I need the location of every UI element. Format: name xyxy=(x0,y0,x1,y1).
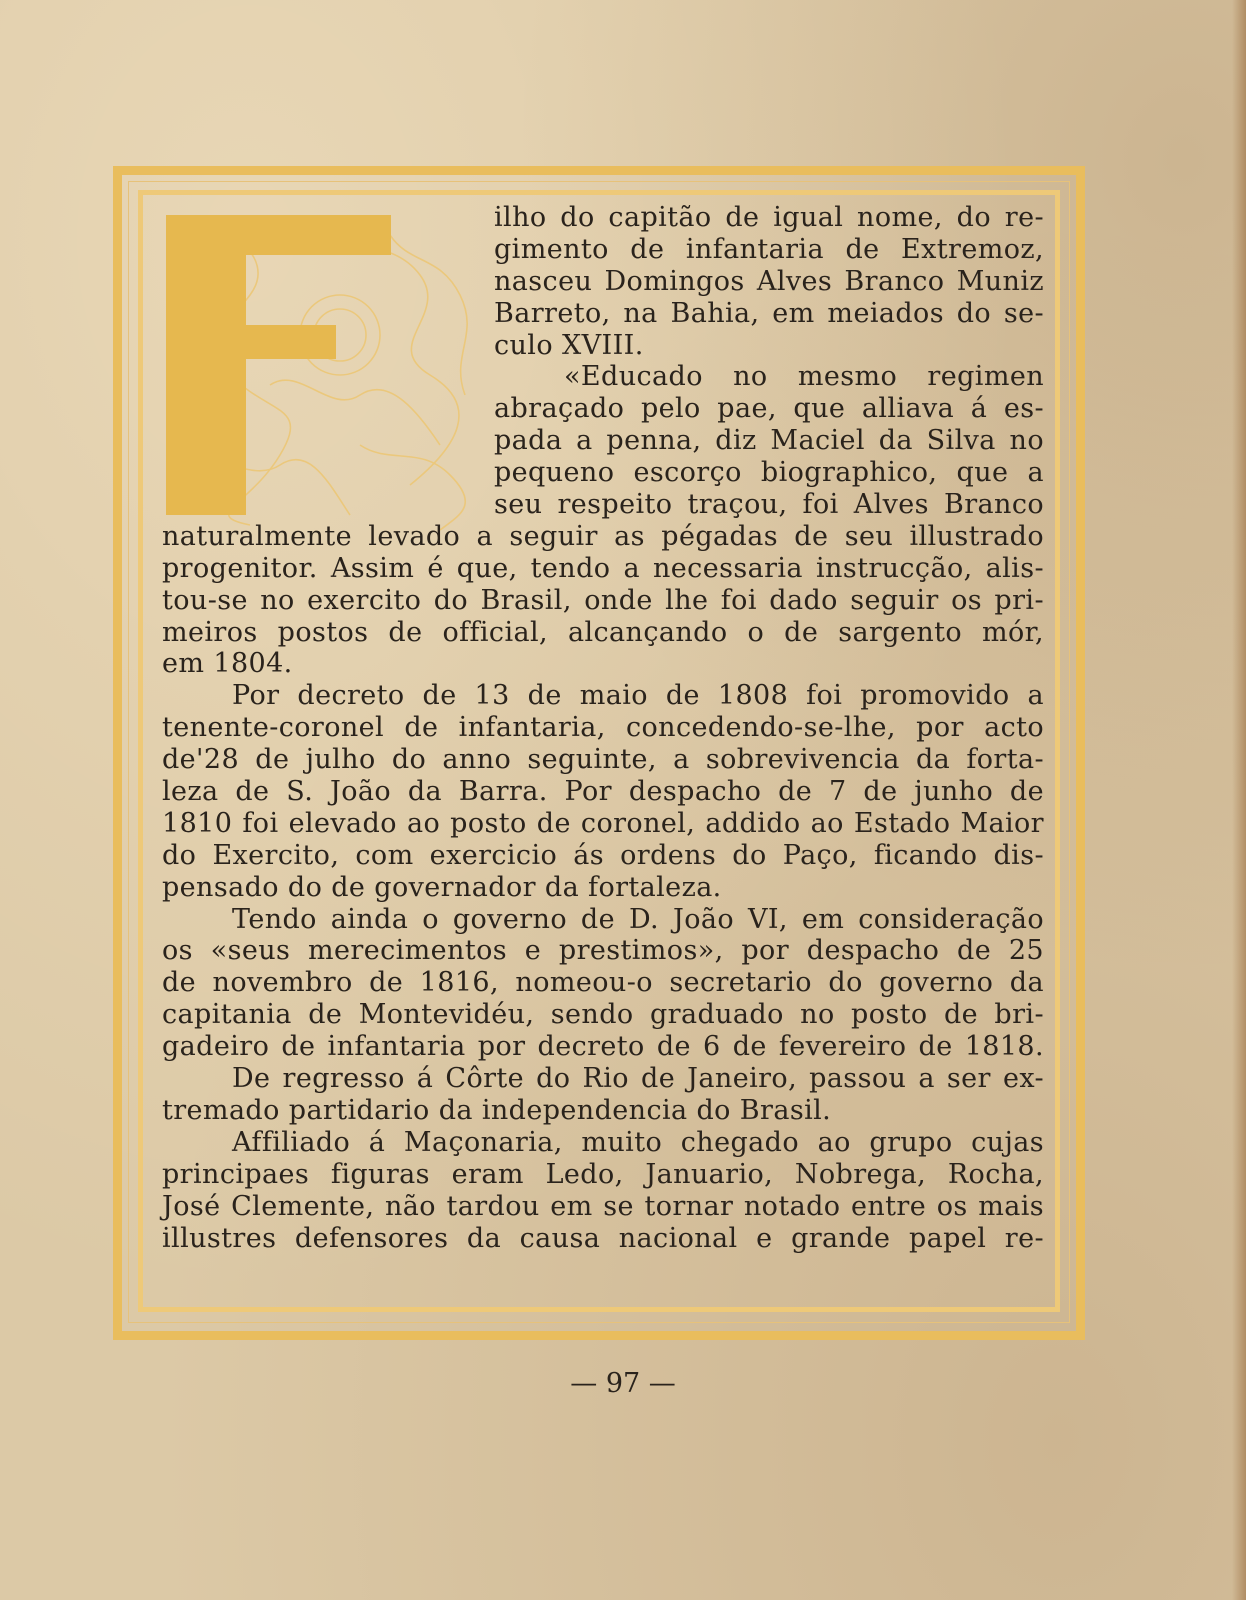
text-line: abraçado pelo pae, que alliava á es- xyxy=(494,393,1044,425)
text-line: em 1804. xyxy=(162,648,293,680)
text-line: de'28 de julho do anno seguinte, a sobrevivencia da forta- xyxy=(162,744,1044,776)
text-line: 1810 foi elevado ao posto de coronel, addido ao Estado Maior xyxy=(162,807,1044,839)
text-line: Por decreto de 13 de maio de 1808 foi promovido a xyxy=(232,680,1044,712)
text-line: do Exercito, com exercicio ás ordens do Paço, ficando dis- xyxy=(162,839,1044,871)
text-line: «Educado no mesmo regimen xyxy=(564,361,1044,393)
text-line: illustres defensores da causa nacional e grande papel re- xyxy=(162,1222,1044,1254)
text-line: Barreto, na Bahia, em meiados do se- xyxy=(494,297,1044,329)
page-edge-shadow xyxy=(1232,0,1246,1600)
text-line: De regresso á Côrte do Rio de Janeiro, passou a ser ex- xyxy=(232,1063,1044,1095)
text-line: gadeiro de infantaria por decreto de 6 de fevereiro de 1818. xyxy=(162,1031,1044,1063)
text-line: meiros postos de official, alcançando o de sargento mór, xyxy=(162,616,1044,648)
body-text xyxy=(162,202,1044,1254)
text-line: leza de S. João da Barra. Por despacho de 7 de junho de xyxy=(162,776,1044,808)
text-line: tremado partidario da independencia do Brasil. xyxy=(162,1094,832,1126)
text-line: Tendo ainda o governo de D. João VI, em consideração xyxy=(232,903,1044,935)
text-line: pequeno escorço biographico, que a xyxy=(494,457,1044,489)
text-line: os «seus merecimentos e prestimos», por despacho de 25 xyxy=(162,935,1044,967)
text-line: seu respeito traçou, foi Alves Branco xyxy=(494,489,1044,521)
text-line: pensado do de governador da fortaleza. xyxy=(162,871,722,903)
text-line: principaes figuras eram Ledo, Januario, Nobrega, Rocha, xyxy=(162,1158,1044,1190)
text-line: progenitor. Assim é que, tendo a necessaria instrucção, alis- xyxy=(162,552,1044,584)
text-line: pada a penna, diz Maciel da Silva no xyxy=(494,425,1044,457)
text-line: nasceu Domingos Alves Branco Muniz xyxy=(494,265,1044,297)
page-number: — 97 — xyxy=(570,1368,676,1399)
text-line: ilho do capitão de igual nome, do re- xyxy=(494,202,1044,233)
text-line: José Clemente, não tardou em se tornar notado entre os mais xyxy=(162,1190,1044,1222)
text-line: gimento de infantaria de Extremoz, xyxy=(494,233,1044,265)
text-line: tenente-coronel de infantaria, concedendo-se-lhe, por acto xyxy=(162,712,1044,744)
text-line: naturalmente levado a seguir as pégadas de seu illustrado xyxy=(162,520,1044,552)
text-line: tou-se no exercito do Brasil, onde lhe foi dado seguir os pri- xyxy=(162,584,1044,616)
text-line: Affiliado á Maçonaria, muito chegado ao grupo cujas xyxy=(232,1126,1044,1158)
text-line: de novembro de 1816, nomeou-o secretario do governo da xyxy=(162,967,1044,999)
text-line: capitania de Montevidéu, sendo graduado no posto de bri- xyxy=(162,999,1044,1031)
text-line: culo XVIII. xyxy=(494,329,644,361)
